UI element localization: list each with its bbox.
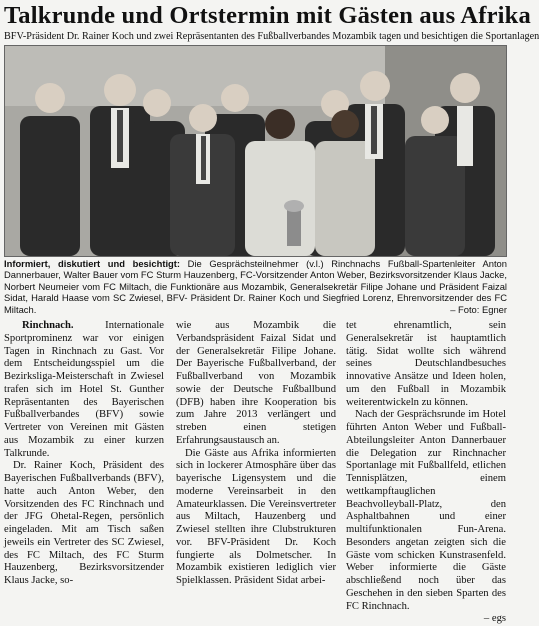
headline: Talkrunde und Ortstermin mit Gästen aus Afrika	[4, 2, 531, 29]
caption-lead: Informiert, diskutiert und besichtigt:	[4, 258, 181, 269]
author-signature: – egs	[483, 613, 506, 625]
paragraph: Die Gäste aus Afrika informierten sich in lockerer Atmosphäre über das bayerische Ligensystem und die moderne Vereinsarbeit in den Amateurklassen. Die Vereinsvertreter aus Miltach, Hauzenberg und Zwiesel stellten ihre Clubstrukturen vor. BFV-Präsident Dr. Koch fungierte als Dolmetscher. In Mozambik existieren lediglich vier Spielklassen. Präsident Sidat arbei-	[176, 447, 336, 586]
article-column-1	[4, 320, 164, 598]
paragraph: wie aus Mozambik die Verbandspräsident Faizal Sidat und der Generalsekretär Filipe Johane. Der Bayerische Fußballverband, der Fußballverband von Mozambik sowie der Deutsche Fußballbund (DFB) haben ihre Kooperation bis zum Jahre 2013 verlängert und streben einen stetigen Erfahrungsaustausch an.	[176, 320, 336, 446]
caption-text: Die Gesprächsteilnehmer (v.l.) Rinchnachs Fußball-Spartenleiter Anton Dannerbauer, Walter Bauer vom FC Sturm Hauzenberg, FC-Vorsitzender Anton Weber, Bezirksvorsitzender Klaus Jacke, Norbert Neumeier vom FC Miltach, die Funktionäre aus Mozambik, Generalsekretär Filipe Johane und Präsident Faizal Sidat, Harald Haase vom SC Zwiesel, BFV- Präsident Dr. Rainer Koch und Siegfried Lorenz, Ehrenvorsitzender des FC Miltach.	[4, 258, 507, 315]
paragraph: tet ehrenamtlich, sein Generalsekretär ist hauptamtlich tätig. Sidat wollte sich während seines Deutschlandbesuches innovative Ansätze und Ideen holen, um den Fußball in Mozambik weiterentwickeln zu können.	[346, 320, 506, 408]
photo-caption	[4, 258, 507, 315]
photo-credit: – Foto: Egner	[450, 304, 507, 315]
paragraph: Dr. Rainer Koch, Präsident des Bayerischen Fußballverbands (BFV), hatte auch Anton Weber, den Vorsitzenden des FC Rinchnach und der JFG Ohetal-Regen, persönlich eingeladen. Mit am Tisch saßen jeweils ein Vertreter des SC Zwiesel, des FC Miltach, des FC Sturm Hauzenberg, Bezirksvorsitzender Klaus Jacke, so-	[4, 460, 164, 586]
group-photo	[4, 45, 507, 257]
paragraph: Nach der Gesprächsrunde im Hotel führten Anton Weber und Fußball-Abteilungsleiter Anton Dannerbauer die Delegation zur Rinchnacher Sportanlage mit Fußballfeld, etlichen Tennisplätzen, einem wettkampftauglichen Beachvolleyball-Platz, den Asphaltbahnen und einer multifunktionalen Fun-Arena. Besonders angetan zeigten sich die Gäste vom schicken Kunstrasenfeld. Weber informierte die Gäste abschließend noch über das Geschehen in den sieben Sparten des FC Rinchnach.	[346, 409, 506, 612]
group-photo-illustration	[5, 46, 506, 256]
paragraph: Rinchnach. Internationale Sportprominenz war vor einigen Tagen in Rinchnach zu Gast. Vor dem Entscheidungsspiel um die Bezirksliga-Meisterschaft in Zwiesel trafen sich im Hotel St. Gunther Repräsentanten des Bayerischen Fußballverbandes (BFV) sowie Vertreter von Vereinen mit Gästen aus Mozambik zu einer kurzen Talkrunde.	[4, 320, 164, 459]
article-column-3	[346, 320, 506, 625]
subheadline: BFV-Präsident Dr. Rainer Koch und zwei Repräsentanten des Fußballverbandes Mozambik tagen und besichtigen die Sportanlagen	[4, 31, 539, 42]
dateline: Rinchnach.	[22, 320, 74, 331]
article-column-2	[176, 320, 336, 598]
